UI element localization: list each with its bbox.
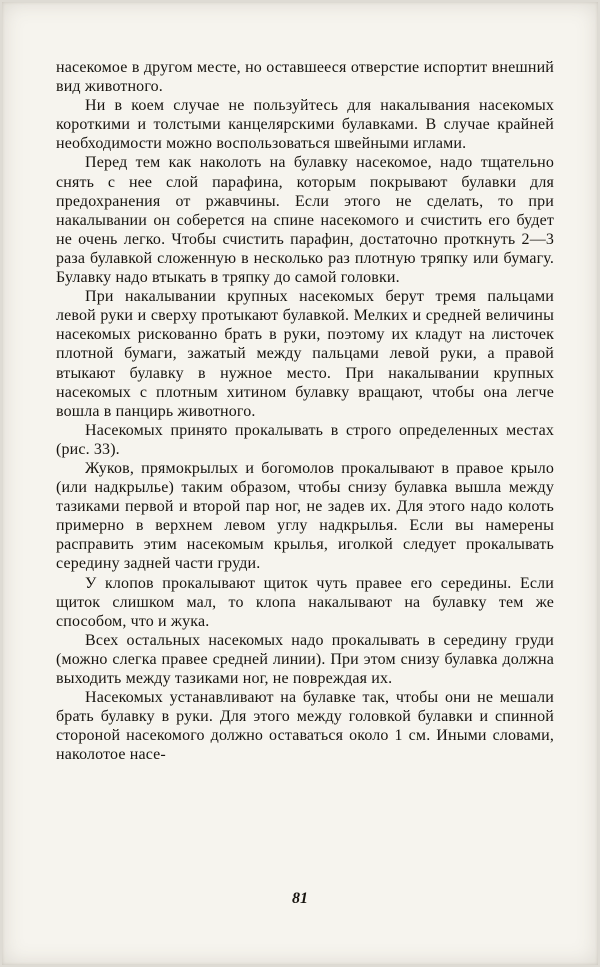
paragraph: Жуков, прямокрылых и богомолов прокалывают в правое крыло (или надкрылье) таким образом, чтобы снизу булавка вышла между тазиками первой и второй пар ног, не задев их. Для этого надо колоть примерно в верхнем левом углу надкрылья. Если вы намерены расправить этим насекомым крылья, иголкой следует прокалывать середину задней части груди. xyxy=(56,459,554,573)
paragraph: У клопов прокалывают щиток чуть правее его середины. Если щиток слишком мал, то клопа накалывают на булавку тем же способом, что и жука. xyxy=(56,574,554,630)
paragraph: Насекомых принято прокалывать в строго определенных местах (рис. 33). xyxy=(56,421,554,458)
page-number: 81 xyxy=(292,890,308,907)
paragraph: насекомое в другом месте, но оставшееся отверстие испортит внешний вид животного. xyxy=(56,59,554,96)
book-page xyxy=(2,2,598,965)
text-column xyxy=(56,58,554,764)
paragraph: Всех остальных насекомых надо прокалывать в середину груди (можно слегка правее средней линии). При этом снизу булавка должна выходить между тазиками ног, не повреждая их. xyxy=(56,631,554,687)
paragraph: Насекомых устанавливают на булавке так, чтобы они не мешали брать булавку в руки. Для этого между головкой булавки и спинной стороной насекомого должно оставаться около 1 см. Иными словами, наколотое насе- xyxy=(56,689,554,764)
paragraph: Ни в коем случае не пользуйтесь для накалывания насекомых короткими и толстыми канцелярскими булавками. В случае крайней необходимости можно воспользоваться швейными иглами. xyxy=(56,97,554,153)
paragraph: Перед тем как наколоть на булавку насекомое, надо тщательно снять с нее слой парафина, которым покрывают булавки для предохранения от ржавчины. Если этого не сделать, то при накалывании он соберется на спине насекомого и счистить его будет не очень легко. Чтобы счистить парафин, достаточно проткнуть 2—3 раза булавкой сложенную в несколько раз плотную тряпку или бумагу. Булавку надо втыкать в тряпку до самой головки. xyxy=(56,154,554,287)
paragraph: При накалывании крупных насекомых берут тремя пальцами левой руки и сверху протыкают булавкой. Мелких и средней величины насекомых рискованно брать в руки, поэтому их кладут на листочек плотной бумаги, зажатый между пальцами левой руки, а правой втыкают булавку в нужное место. При накалывании крупных насекомых с плотным хитином булавку вращают, чтобы она легче вошла в панцирь животного. xyxy=(56,288,554,420)
